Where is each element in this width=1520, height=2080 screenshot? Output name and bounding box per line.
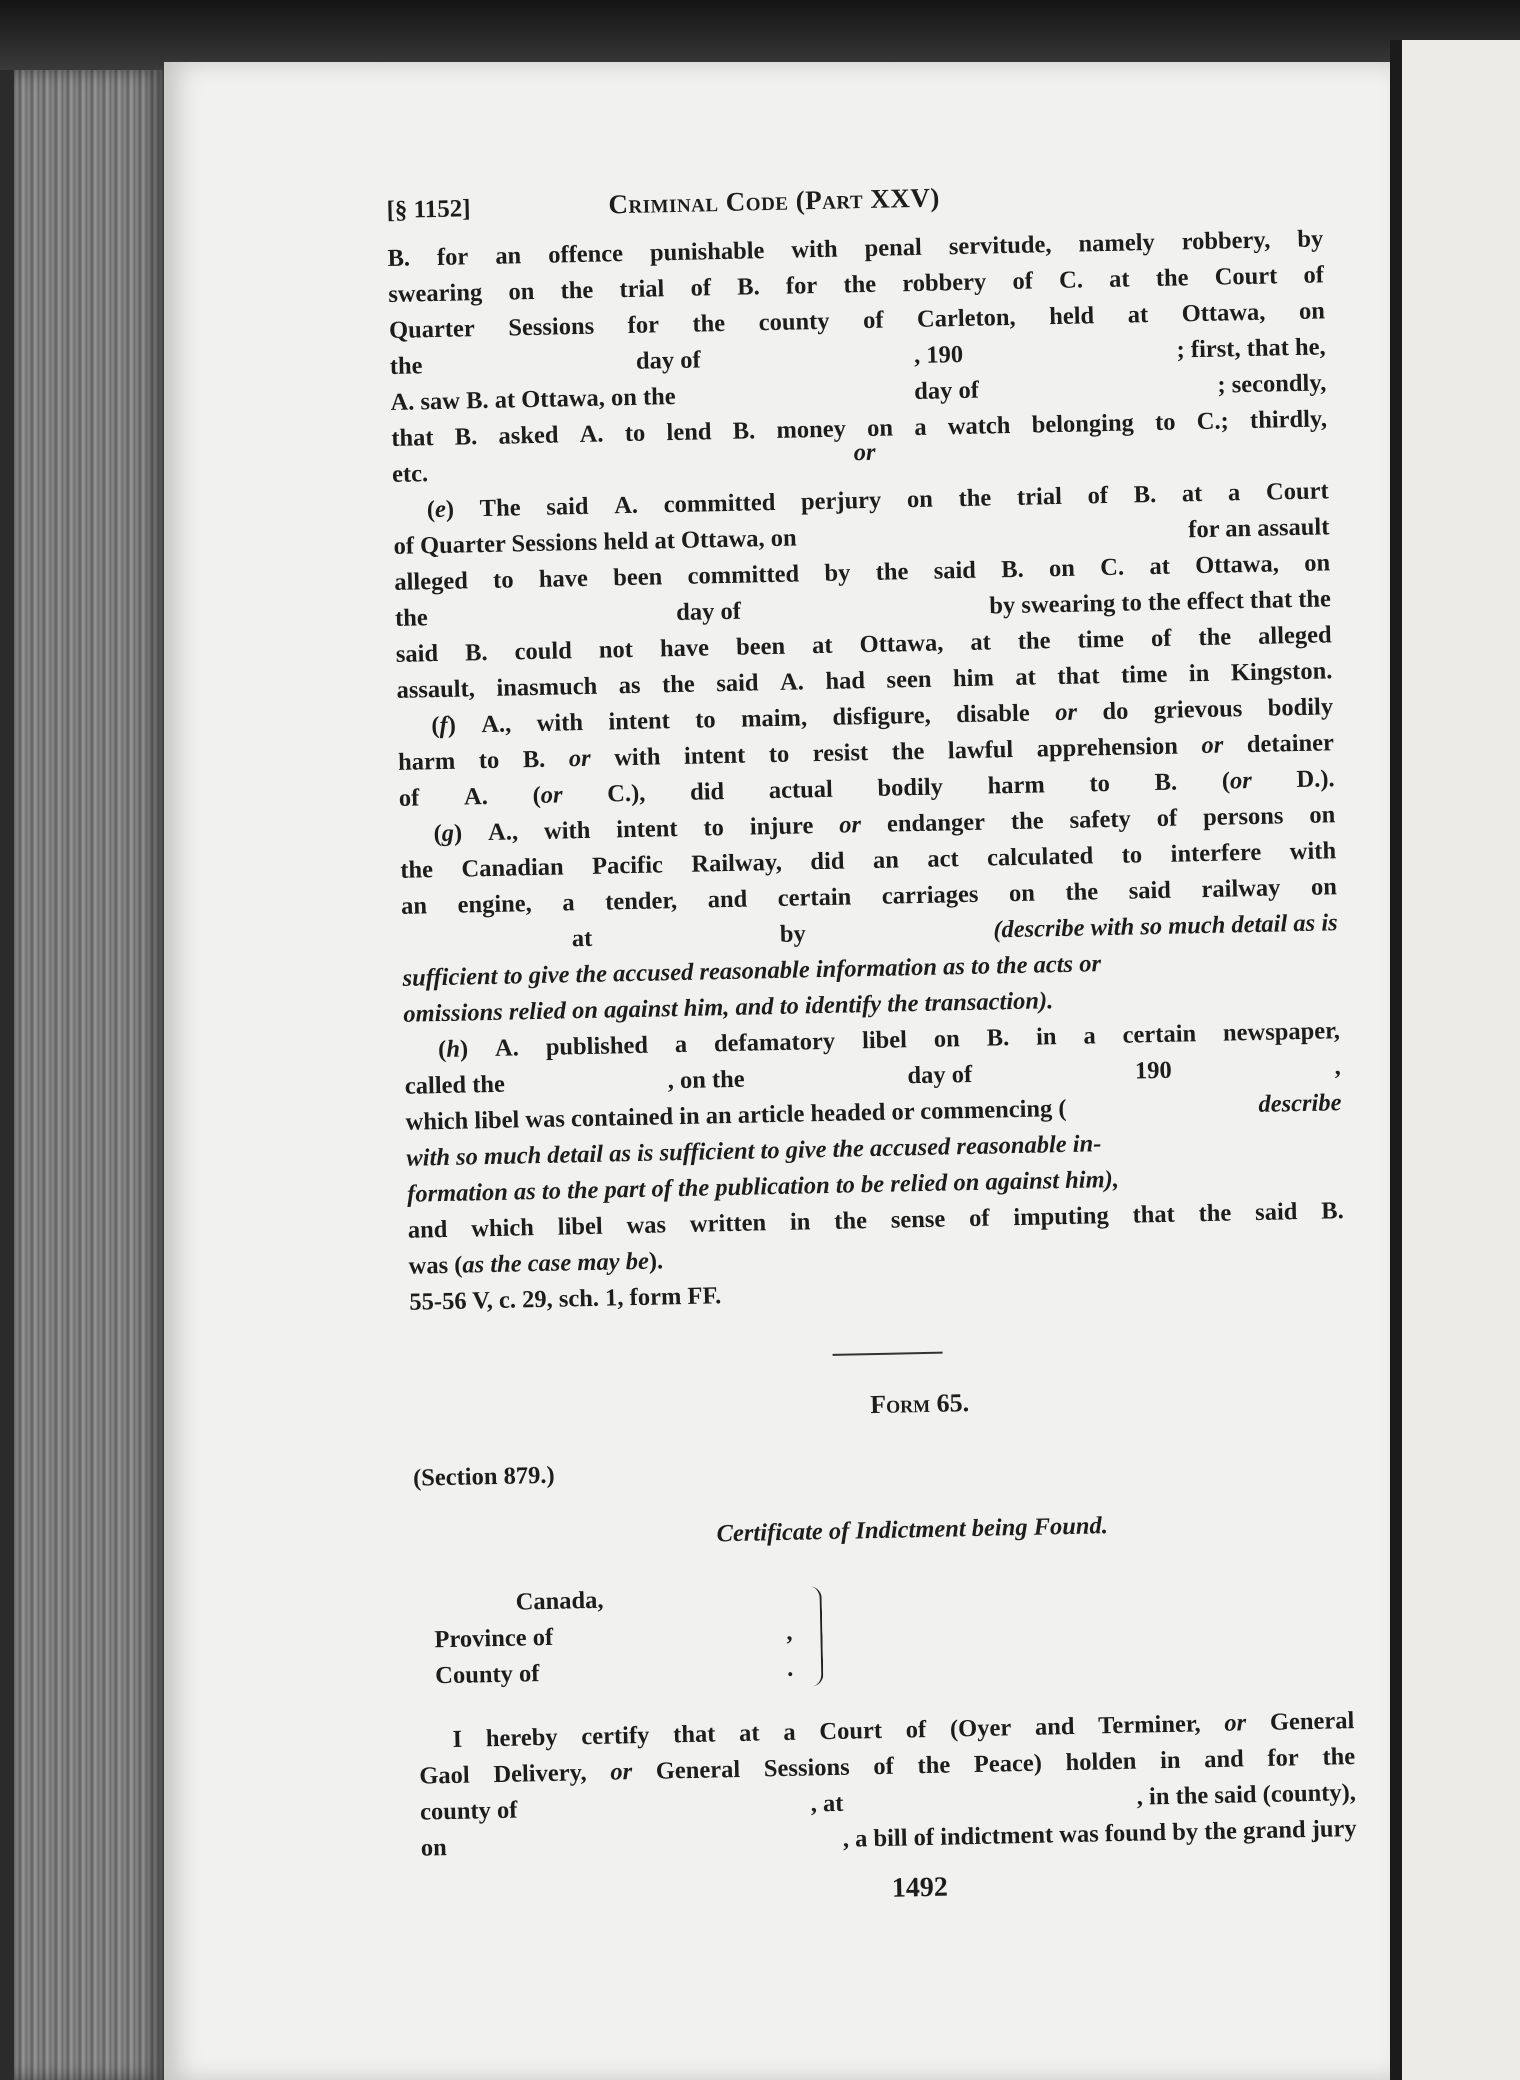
text-word: C. bbox=[1058, 266, 1084, 294]
text-word: B. bbox=[454, 423, 478, 451]
text-word: of bbox=[690, 274, 712, 302]
text-word: on bbox=[906, 485, 934, 514]
text-word: bodily bbox=[877, 773, 944, 802]
section-divider bbox=[833, 1352, 943, 1356]
text-word: B. bbox=[522, 745, 546, 774]
text-word: held bbox=[1048, 302, 1095, 331]
italic-text: formation as to the part of the publication to be relied on against him), bbox=[406, 1165, 1120, 1208]
text-word: a bbox=[562, 889, 575, 917]
text-word: of bbox=[1303, 261, 1325, 289]
text-word: to bbox=[768, 740, 790, 769]
text-word: money bbox=[776, 415, 847, 444]
text-word: act bbox=[927, 845, 959, 873]
text-word: at bbox=[811, 631, 833, 660]
text-word: the bbox=[843, 270, 877, 299]
text-word: on bbox=[933, 1025, 961, 1053]
text-word: a bbox=[674, 1030, 688, 1059]
text-word: , bbox=[1334, 1053, 1341, 1081]
text-word: on bbox=[1310, 873, 1338, 901]
text-word: B. bbox=[986, 1024, 1010, 1052]
text-word: the bbox=[833, 1207, 868, 1235]
text-word: as bbox=[618, 671, 641, 700]
text-word: written bbox=[689, 1209, 767, 1238]
text-word: (g) bbox=[433, 819, 463, 848]
italic-text: omissions relied on against him, and to identify the transaction). bbox=[403, 987, 1054, 1028]
text-word: alleged bbox=[394, 567, 469, 596]
text-word: disfigure, bbox=[832, 701, 932, 731]
text-word: Ottawa, bbox=[1194, 550, 1280, 580]
paragraph-d bbox=[387, 221, 1328, 493]
section-note: (Section 879.) bbox=[412, 1461, 555, 1492]
text-word: on bbox=[866, 414, 894, 442]
text-word: A. bbox=[463, 783, 489, 811]
text-word: by swearing to the effect that the bbox=[989, 585, 1332, 620]
text-word: had bbox=[825, 667, 866, 695]
text-word: with bbox=[613, 743, 661, 772]
text-word: tender, bbox=[604, 887, 678, 916]
text-word: intent bbox=[615, 815, 678, 844]
text-word: time bbox=[1120, 660, 1168, 689]
text-word: and bbox=[1203, 1745, 1245, 1774]
text-word: said bbox=[546, 492, 589, 521]
text-word: certify bbox=[581, 1721, 650, 1751]
text-word: The bbox=[479, 494, 521, 523]
text-word: to bbox=[1089, 769, 1111, 798]
text-word: the bbox=[1010, 807, 1044, 836]
text-word: by bbox=[1297, 225, 1324, 253]
text-word: the bbox=[875, 558, 909, 586]
citation-text: 55-56 V, c. 29, sch. 1, form FF. bbox=[409, 1282, 722, 1316]
text-word: ; first, that he, bbox=[1176, 333, 1326, 364]
text-word: perjury bbox=[800, 486, 882, 516]
text-word: said bbox=[1128, 876, 1172, 905]
text-word: punishable bbox=[649, 237, 765, 267]
paragraph-e bbox=[392, 473, 1332, 709]
text-word: Delivery, bbox=[493, 1759, 587, 1789]
text-word: , at bbox=[810, 1789, 844, 1818]
text-word: for bbox=[627, 311, 660, 339]
text-word: servitude, bbox=[948, 231, 1052, 261]
text-word: disable bbox=[955, 699, 1030, 729]
text-word: railway bbox=[1201, 874, 1281, 904]
text-word: certain bbox=[1122, 1020, 1197, 1049]
text-word: belonging bbox=[1031, 409, 1135, 439]
text-word: that bbox=[1057, 662, 1100, 691]
text-word: for bbox=[1267, 1744, 1300, 1772]
text-word: maim, bbox=[740, 704, 808, 733]
italic-text: describe bbox=[1258, 1089, 1342, 1118]
text-word: and bbox=[707, 885, 748, 914]
text-word: of bbox=[1150, 624, 1172, 653]
text-word: grievous bbox=[1153, 695, 1243, 725]
text-word: Railway, bbox=[691, 848, 783, 878]
text-word: that bbox=[391, 424, 434, 452]
text-word: published bbox=[545, 1031, 649, 1061]
text-word: bodily bbox=[1267, 693, 1334, 722]
text-word: Gaol bbox=[419, 1761, 470, 1790]
text-word: of bbox=[862, 306, 884, 335]
text-word: at bbox=[1181, 479, 1203, 508]
text-word: asked bbox=[498, 421, 559, 450]
text-word: (f) bbox=[431, 711, 457, 740]
text-word: on bbox=[508, 277, 535, 306]
paragraph-f bbox=[397, 689, 1335, 817]
text-word: with bbox=[536, 708, 584, 737]
text-word: apprehension bbox=[1036, 732, 1179, 763]
text-word: Court bbox=[1265, 477, 1329, 506]
text-word: at bbox=[571, 924, 593, 953]
text-word: libel bbox=[557, 1212, 603, 1241]
text-word: Canadian bbox=[461, 853, 564, 883]
text-word: Court bbox=[1214, 262, 1278, 291]
text-word: and bbox=[1034, 1712, 1075, 1741]
text-word: C.; bbox=[1196, 407, 1230, 436]
text-word: a bbox=[783, 1718, 796, 1747]
text-word: the bbox=[400, 856, 434, 884]
text-word: Quarter bbox=[388, 315, 476, 344]
text-word: (describe with so much detail as is bbox=[993, 909, 1338, 944]
text-word: called the bbox=[404, 1070, 506, 1100]
certificate-body bbox=[418, 1703, 1357, 1867]
text-word: , 190 bbox=[913, 340, 964, 369]
text-word: with bbox=[543, 816, 591, 845]
text-word: by bbox=[779, 920, 807, 948]
text-word: county bbox=[758, 307, 830, 337]
text-word: of bbox=[1156, 804, 1178, 832]
text-word: A., bbox=[481, 710, 512, 739]
text-word: A., bbox=[487, 818, 519, 847]
text-word: B. bbox=[1000, 555, 1024, 584]
text-word: defamatory bbox=[713, 1027, 836, 1058]
text-word: intent bbox=[608, 707, 670, 736]
text-word: detainer bbox=[1246, 729, 1335, 759]
book-gutter bbox=[1390, 40, 1402, 2080]
text-word: a bbox=[914, 413, 927, 441]
text-word: day of bbox=[913, 376, 980, 405]
text-word: Peace) bbox=[973, 1749, 1043, 1779]
text-word: which bbox=[470, 1214, 535, 1243]
venue-country: Canada, bbox=[515, 1586, 604, 1616]
text-word: robbery bbox=[902, 268, 987, 298]
text-word: seen bbox=[886, 665, 932, 694]
text-word: Sessions bbox=[763, 1753, 850, 1783]
venue-block bbox=[415, 1567, 1353, 1699]
text-word: lend bbox=[666, 418, 712, 447]
text-word: to bbox=[703, 814, 725, 842]
text-word: the bbox=[661, 670, 696, 699]
text-word: a bbox=[1227, 479, 1241, 507]
text-word: B. bbox=[736, 273, 760, 301]
text-word: of bbox=[873, 1752, 895, 1781]
text-word: , on the bbox=[667, 1065, 745, 1095]
text-word: of bbox=[1012, 267, 1034, 295]
text-word: an bbox=[400, 892, 428, 920]
text-word: thirdly, bbox=[1249, 405, 1328, 434]
text-word: A. bbox=[779, 668, 805, 696]
text-word: certain bbox=[777, 883, 852, 912]
text-word: in bbox=[1159, 1746, 1181, 1775]
text-word: committed bbox=[663, 488, 776, 519]
text-word: Ottawa, bbox=[1181, 298, 1266, 328]
text-word: offence bbox=[547, 240, 624, 269]
text-word: on bbox=[1008, 879, 1036, 908]
text-word: said bbox=[716, 669, 759, 698]
text-word: harm bbox=[987, 771, 1046, 800]
text-word: Ottawa, bbox=[859, 629, 944, 659]
text-word: B. bbox=[1154, 768, 1178, 797]
text-word: to bbox=[478, 746, 500, 775]
text-word: (or bbox=[532, 781, 563, 810]
text-word: have bbox=[659, 634, 710, 663]
text-word: Sessions bbox=[508, 312, 595, 342]
text-word: him bbox=[952, 664, 995, 693]
text-word: B. bbox=[464, 638, 488, 667]
text-word: day of bbox=[907, 1060, 973, 1090]
text-word: not bbox=[598, 635, 634, 664]
text-word: B. bbox=[387, 244, 411, 272]
text-word: that bbox=[672, 1720, 716, 1749]
text-word: intent bbox=[683, 741, 746, 770]
text-word: Pacific bbox=[591, 851, 664, 880]
text-word: newspaper, bbox=[1222, 1017, 1341, 1047]
text-word: the bbox=[1017, 627, 1051, 655]
text-word: in bbox=[789, 1208, 811, 1236]
text-word: to bbox=[492, 566, 514, 594]
form-title: Form 65. bbox=[869, 1388, 970, 1420]
page-content bbox=[386, 165, 1358, 1916]
text-word: inasmuch bbox=[496, 672, 598, 702]
text-word: to bbox=[624, 419, 646, 448]
text-word: trial bbox=[619, 275, 665, 304]
text-word: said bbox=[933, 556, 977, 585]
text-word: did bbox=[810, 847, 845, 876]
text-word: persons bbox=[1202, 802, 1284, 832]
text-word: hereby bbox=[485, 1723, 558, 1753]
text-word: was bbox=[626, 1211, 667, 1240]
text-word: at bbox=[1108, 265, 1130, 293]
text-word: swearing bbox=[388, 279, 483, 308]
text-word: calculated bbox=[986, 842, 1094, 872]
text-word: time bbox=[1077, 625, 1125, 654]
text-word: the bbox=[1065, 878, 1099, 906]
text-word: with bbox=[1289, 837, 1337, 866]
text-word: sense bbox=[890, 1205, 946, 1234]
text-word: lawful bbox=[947, 735, 1014, 765]
text-word: namely bbox=[1078, 228, 1155, 258]
venue-county: County of bbox=[434, 1660, 540, 1690]
text-word: Carleton, bbox=[916, 303, 1016, 333]
text-word: been bbox=[612, 563, 663, 592]
text-word: B. bbox=[1133, 480, 1157, 509]
text-word: imputing bbox=[1013, 1202, 1109, 1232]
text-word: with bbox=[791, 235, 838, 264]
text-word: an bbox=[872, 846, 900, 874]
facing-page-edge bbox=[1402, 40, 1520, 2080]
text-word: at bbox=[1127, 301, 1149, 329]
text-word: A. saw B. at Ottawa, on the bbox=[390, 382, 676, 416]
text-word: on bbox=[1298, 297, 1326, 325]
text-word: (or bbox=[1221, 767, 1253, 795]
text-word: on bbox=[1303, 549, 1331, 577]
paragraph-h bbox=[404, 1013, 1346, 1321]
text-word: said bbox=[1254, 1198, 1298, 1227]
text-word: carriages bbox=[881, 880, 979, 910]
text-word: the bbox=[389, 352, 423, 380]
text-word: the bbox=[1322, 1743, 1356, 1771]
text-word: trial bbox=[1016, 482, 1063, 511]
text-word: holden bbox=[1065, 1747, 1137, 1777]
text-word: do bbox=[1102, 697, 1129, 726]
text-word: for bbox=[436, 243, 469, 271]
text-word: the bbox=[692, 309, 726, 338]
text-word: to bbox=[694, 706, 716, 734]
text-word: an bbox=[494, 242, 522, 270]
text-word: libel bbox=[861, 1026, 908, 1055]
text-word: at bbox=[970, 628, 992, 656]
text-word: of bbox=[968, 1204, 990, 1233]
text-word: at bbox=[1015, 663, 1037, 691]
certificate-title: Certificate of Indictment being Found. bbox=[716, 1512, 1109, 1548]
text-word: did bbox=[689, 778, 725, 806]
text-word: or bbox=[1201, 731, 1224, 760]
text-word: by bbox=[824, 559, 851, 587]
text-word: for bbox=[785, 271, 818, 300]
alternative-or: or bbox=[853, 438, 876, 467]
running-head: Criminal Code (Part XXV) bbox=[608, 182, 941, 220]
italic-text: with so much detail as is sufficient to give the accused reasonable in- bbox=[406, 1130, 1102, 1172]
text-word: ; secondly, bbox=[1217, 369, 1327, 399]
text-word: of Quarter Sessions held at Ottawa, on bbox=[393, 524, 797, 560]
text-word: 190 bbox=[1134, 1056, 1172, 1085]
text-word: the bbox=[1198, 623, 1232, 652]
text-word: on bbox=[1309, 801, 1336, 829]
text-word: I bbox=[452, 1725, 463, 1753]
text-word: or bbox=[610, 1758, 633, 1786]
text-word: the bbox=[1155, 264, 1189, 292]
text-word: the bbox=[958, 484, 992, 513]
venue-brace bbox=[807, 1586, 823, 1686]
book-page-edges bbox=[14, 70, 164, 2080]
text-word: at bbox=[1149, 552, 1171, 581]
text-word: or bbox=[1224, 1709, 1247, 1737]
text-word: penal bbox=[864, 233, 923, 262]
text-segment: which libel was contained in an article headed or commencing ( bbox=[405, 1094, 1067, 1136]
text-word: resist bbox=[812, 739, 869, 768]
text-word: in bbox=[1188, 659, 1210, 688]
text-word: , in the said (county), bbox=[1136, 1779, 1357, 1811]
text-word: actual bbox=[768, 775, 834, 805]
text-word: the bbox=[560, 276, 594, 305]
text-word: Terminer, bbox=[1097, 1710, 1201, 1740]
text-word: a bbox=[1083, 1022, 1096, 1050]
text-word: to bbox=[1121, 841, 1143, 869]
text-word: injure bbox=[749, 812, 814, 841]
text-word: on bbox=[420, 1834, 448, 1862]
text-word: (e) bbox=[426, 495, 455, 524]
text-word: could bbox=[514, 637, 573, 666]
text-word: , a bill of indictment was found by the grand jury bbox=[842, 1815, 1357, 1853]
venue-province: Province of bbox=[434, 1623, 554, 1654]
text-word: the bbox=[394, 604, 429, 632]
scan-background-top bbox=[0, 0, 1520, 70]
text-word: (h) bbox=[437, 1035, 469, 1064]
text-word: county of bbox=[419, 1796, 518, 1826]
text-word: on bbox=[1048, 554, 1076, 583]
text-word: Kingston. bbox=[1230, 657, 1333, 687]
text-word: and bbox=[407, 1215, 448, 1244]
text-word: A. bbox=[579, 420, 604, 448]
text-word: D.). bbox=[1296, 765, 1335, 794]
paragraph-g bbox=[399, 797, 1339, 1033]
text-word: or bbox=[1054, 698, 1078, 727]
text-word: safety bbox=[1069, 805, 1132, 834]
text-word: alleged bbox=[1257, 621, 1332, 650]
text-word: the bbox=[891, 737, 925, 766]
text-word: assault, bbox=[396, 675, 476, 704]
text-word: of bbox=[905, 1716, 927, 1744]
text-word: A. bbox=[494, 1034, 520, 1062]
text-word: engine, bbox=[457, 890, 533, 919]
text-word: B. bbox=[732, 417, 756, 445]
text-word: endanger bbox=[886, 808, 986, 838]
italic-text: as the case may be bbox=[462, 1247, 650, 1279]
text-word: C. bbox=[1099, 553, 1125, 582]
text-word: said bbox=[395, 640, 439, 668]
text-word: in bbox=[1035, 1023, 1057, 1051]
text-word: of bbox=[398, 784, 420, 812]
page-number: 1492 bbox=[891, 1871, 949, 1904]
text-word: at bbox=[738, 1719, 760, 1747]
text-word: General bbox=[1269, 1707, 1355, 1736]
section-reference: [§ 1152] bbox=[386, 195, 471, 224]
text-word: C.), bbox=[606, 779, 646, 808]
text-word: etc. bbox=[391, 460, 429, 488]
venue-comma: , bbox=[786, 1618, 793, 1646]
text-word: the bbox=[917, 1751, 951, 1780]
text-word: (Oyer bbox=[949, 1714, 1012, 1743]
text-word: Court bbox=[819, 1716, 883, 1746]
text-segment: was ( bbox=[408, 1251, 463, 1280]
text-word: been bbox=[735, 632, 786, 661]
text-word: the bbox=[1198, 1199, 1232, 1228]
text-segment: ). bbox=[648, 1247, 664, 1275]
text-word: of bbox=[1087, 481, 1109, 510]
text-word: to bbox=[1154, 408, 1176, 436]
text-word: or bbox=[838, 811, 862, 839]
italic-text: sufficient to give the accused reasonable information as to the acts or bbox=[402, 950, 1102, 992]
text-word: day of bbox=[675, 597, 742, 627]
text-word: committed bbox=[687, 560, 800, 590]
text-word: that bbox=[1132, 1200, 1176, 1229]
text-word: General bbox=[655, 1755, 741, 1785]
text-word: or bbox=[568, 744, 591, 773]
text-word: B. bbox=[1320, 1197, 1344, 1225]
text-word: interfere bbox=[1170, 838, 1262, 868]
text-word: have bbox=[538, 564, 589, 593]
text-word: robbery, bbox=[1181, 226, 1271, 256]
text-word: watch bbox=[947, 411, 1011, 441]
venue-period: . bbox=[786, 1654, 794, 1682]
text-word: A. bbox=[613, 491, 639, 520]
text-word: for an assault bbox=[1187, 513, 1330, 544]
text-word: harm bbox=[397, 747, 456, 776]
text-word: day of bbox=[635, 346, 701, 375]
